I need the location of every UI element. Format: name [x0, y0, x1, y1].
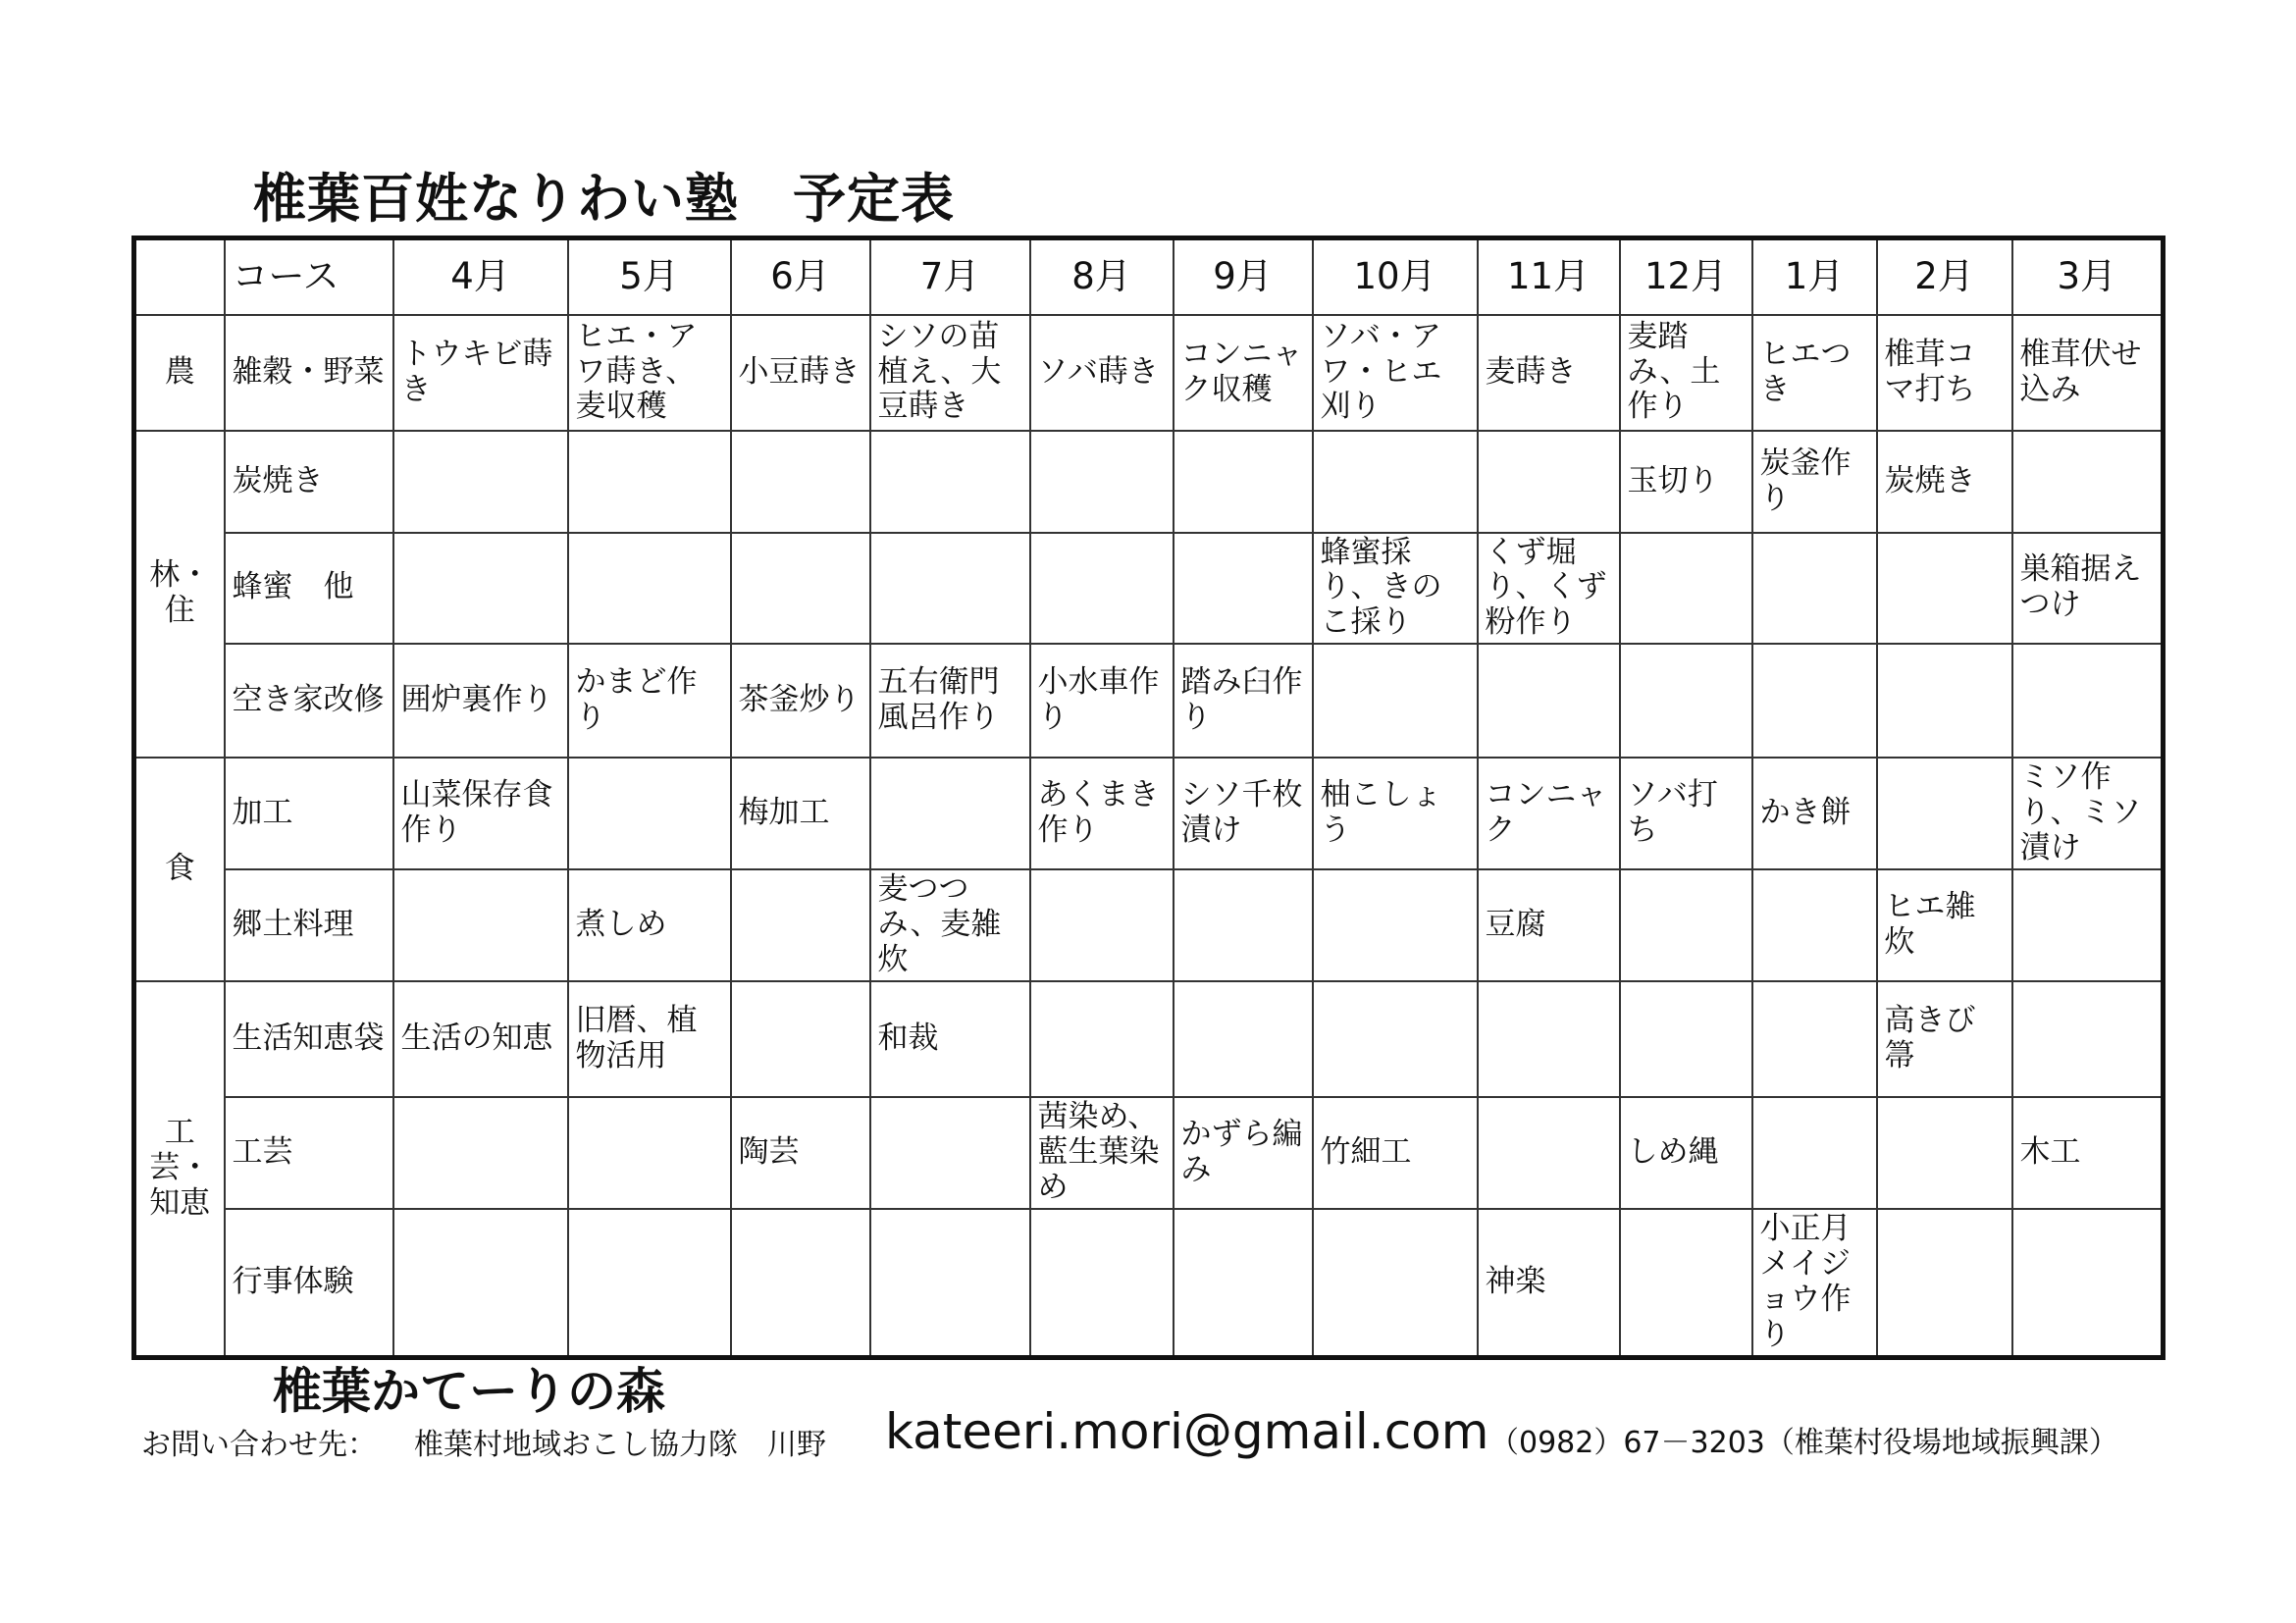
schedule-cell: 小水車作り — [1030, 644, 1174, 758]
schedule-cell — [1620, 981, 1752, 1097]
schedule-cell — [2012, 981, 2164, 1097]
course-cell: 空き家改修 — [225, 644, 393, 758]
schedule-cell — [1313, 644, 1478, 758]
schedule-cell: コンニャク収穫 — [1174, 315, 1313, 431]
month-header: 6月 — [731, 238, 870, 315]
table-row — [134, 758, 2164, 869]
schedule-cell — [1478, 644, 1620, 758]
schedule-cell — [1030, 869, 1174, 981]
schedule-cell: 煮しめ — [568, 869, 731, 981]
schedule-cell — [568, 431, 731, 533]
course-cell: 生活知恵袋 — [225, 981, 393, 1097]
schedule-cell: 小正月メイジョウ作り — [1752, 1209, 1877, 1357]
schedule-cell — [393, 1209, 568, 1357]
contact-organization: 椎葉村地域おこし協力隊 川野 — [414, 1428, 826, 1462]
schedule-cell: 梅加工 — [731, 758, 870, 869]
contact-phone: （0982）67－3203（椎葉村役場地域振興課） — [1489, 1426, 2118, 1460]
schedule-cell: トウキビ蒔き — [393, 315, 568, 431]
schedule-cell — [2012, 431, 2164, 533]
schedule-cell — [1030, 1209, 1174, 1357]
schedule-cell — [1620, 533, 1752, 645]
table-row — [134, 315, 2164, 431]
schedule-cell: ヒエ雑炊 — [1877, 869, 2012, 981]
schedule-cell: かまど作り — [568, 644, 731, 758]
course-cell: 郷土料理 — [225, 869, 393, 981]
schedule-cell — [393, 869, 568, 981]
schedule-cell: 炭焼き — [1877, 431, 2012, 533]
month-header: 4月 — [393, 238, 568, 315]
corner-cell — [134, 238, 225, 315]
category-nou: 農 — [134, 315, 225, 431]
page-title: 椎葉百姓なりわい塾 予定表 — [253, 168, 955, 230]
schedule-cell — [393, 533, 568, 645]
schedule-cell — [1877, 1209, 2012, 1357]
month-header: 7月 — [870, 238, 1030, 315]
course-cell: 雑穀・野菜 — [225, 315, 393, 431]
schedule-cell: 五右衛門風呂作り — [870, 644, 1030, 758]
schedule-cell — [568, 1209, 731, 1357]
schedule-cell — [1877, 758, 2012, 869]
schedule-cell — [1313, 1209, 1478, 1357]
schedule-cell — [1313, 869, 1478, 981]
schedule-cell — [2012, 1209, 2164, 1357]
schedule-table — [131, 236, 2166, 1360]
schedule-cell — [1174, 431, 1313, 533]
schedule-cell: 豆腐 — [1478, 869, 1620, 981]
schedule-cell — [870, 758, 1030, 869]
schedule-cell: かき餅 — [1752, 758, 1877, 869]
schedule-cell: 囲炉裏作り — [393, 644, 568, 758]
contact-email: kateeri.mori@gmail.com — [885, 1403, 1489, 1460]
schedule-cell: 蜂蜜採り、きのこ採り — [1313, 533, 1478, 645]
schedule-cell — [1174, 533, 1313, 645]
month-header: 5月 — [568, 238, 731, 315]
contact-label: お問い合わせ先： — [141, 1428, 377, 1462]
schedule-cell: 巣箱据えつけ — [2012, 533, 2164, 645]
schedule-cell: 高きび箒 — [1877, 981, 2012, 1097]
schedule-cell: 麦つつみ、麦雑炊 — [870, 869, 1030, 981]
schedule-cell: ヒエ・アワ蒔き、麦収穫 — [568, 315, 731, 431]
schedule-cell — [1478, 431, 1620, 533]
schedule-cell — [1752, 981, 1877, 1097]
course-header: コース — [225, 238, 393, 315]
schedule-cell: 椎茸伏せ込み — [2012, 315, 2164, 431]
schedule-cell: 陶芸 — [731, 1097, 870, 1209]
schedule-cell — [1877, 533, 2012, 645]
schedule-cell: くず堀り、くず粉作り — [1478, 533, 1620, 645]
schedule-cell: 玉切り — [1620, 431, 1752, 533]
schedule-cell — [1620, 1209, 1752, 1357]
schedule-cell: シソの苗植え、大豆蒔き — [870, 315, 1030, 431]
table-row — [134, 533, 2164, 645]
schedule-cell — [568, 1097, 731, 1209]
schedule-cell — [1030, 533, 1174, 645]
schedule-cell — [1877, 644, 2012, 758]
month-header: 2月 — [1877, 238, 2012, 315]
course-cell: 炭焼き — [225, 431, 393, 533]
schedule-cell: ミソ作り、ミソ漬け — [2012, 758, 2164, 869]
schedule-cell — [731, 431, 870, 533]
schedule-cell: 小豆蒔き — [731, 315, 870, 431]
category-rinju: 林・住 — [134, 431, 225, 759]
schedule-cell — [1752, 644, 1877, 758]
header-row — [134, 238, 2164, 315]
schedule-cell: 踏み臼作り — [1174, 644, 1313, 758]
category-kogei: 工芸・知恵 — [134, 981, 225, 1357]
schedule-cell — [1478, 981, 1620, 1097]
schedule-cell: 和裁 — [870, 981, 1030, 1097]
month-header: 8月 — [1030, 238, 1174, 315]
table-row — [134, 644, 2164, 758]
schedule-cell — [1752, 1097, 1877, 1209]
schedule-cell — [731, 981, 870, 1097]
schedule-cell — [1752, 533, 1877, 645]
schedule-cell — [393, 431, 568, 533]
schedule-cell — [1620, 869, 1752, 981]
schedule-cell: 旧暦、植物活用 — [568, 981, 731, 1097]
schedule-cell — [870, 1209, 1030, 1357]
schedule-cell — [731, 533, 870, 645]
schedule-cell — [1174, 1209, 1313, 1357]
schedule-cell — [2012, 869, 2164, 981]
schedule-cell: 麦踏み、土作り — [1620, 315, 1752, 431]
schedule-cell — [1313, 981, 1478, 1097]
schedule-cell — [2012, 644, 2164, 758]
table-row — [134, 1209, 2164, 1357]
course-cell: 工芸 — [225, 1097, 393, 1209]
month-header: 9月 — [1174, 238, 1313, 315]
month-header: 11月 — [1478, 238, 1620, 315]
category-shoku: 食 — [134, 758, 225, 981]
schedule-cell: ヒエつき — [1752, 315, 1877, 431]
schedule-cell — [568, 758, 731, 869]
schedule-cell: あくまき作り — [1030, 758, 1174, 869]
schedule-cell: 木工 — [2012, 1097, 2164, 1209]
schedule-cell: 茶釜炒り — [731, 644, 870, 758]
table-row — [134, 981, 2164, 1097]
schedule-cell — [870, 533, 1030, 645]
schedule-cell — [1877, 1097, 2012, 1209]
schedule-cell — [1174, 981, 1313, 1097]
schedule-cell — [1478, 1097, 1620, 1209]
schedule-cell: 茜染め、藍生葉染め — [1030, 1097, 1174, 1209]
schedule-cell — [731, 1209, 870, 1357]
organization-name: 椎葉かてーりの森 — [273, 1363, 665, 1420]
schedule-cell: 柚こしょう — [1313, 758, 1478, 869]
schedule-cell: 麦蒔き — [1478, 315, 1620, 431]
schedule-cell: 神楽 — [1478, 1209, 1620, 1357]
schedule-cell: しめ縄 — [1620, 1097, 1752, 1209]
schedule-cell — [1030, 431, 1174, 533]
schedule-cell: 生活の知恵 — [393, 981, 568, 1097]
schedule-cell: ソバ・アワ・ヒエ刈り — [1313, 315, 1478, 431]
schedule-cell — [393, 1097, 568, 1209]
course-cell: 蜂蜜 他 — [225, 533, 393, 645]
schedule-cell — [1174, 869, 1313, 981]
schedule-body — [134, 238, 2164, 1358]
schedule-cell — [1030, 981, 1174, 1097]
table-row — [134, 1097, 2164, 1209]
schedule-cell: シソ千枚漬け — [1174, 758, 1313, 869]
month-header: 3月 — [2012, 238, 2164, 315]
course-cell: 行事体験 — [225, 1209, 393, 1357]
table-row — [134, 431, 2164, 533]
schedule-cell — [1313, 431, 1478, 533]
month-header: 1月 — [1752, 238, 1877, 315]
schedule-cell — [568, 533, 731, 645]
schedule-cell: コンニャク — [1478, 758, 1620, 869]
schedule-cell: 椎茸コマ打ち — [1877, 315, 2012, 431]
month-header: 12月 — [1620, 238, 1752, 315]
schedule-cell: 竹細工 — [1313, 1097, 1478, 1209]
course-cell: 加工 — [225, 758, 393, 869]
schedule-cell — [731, 869, 870, 981]
schedule-cell — [870, 1097, 1030, 1209]
schedule-cell: 山菜保存食作り — [393, 758, 568, 869]
schedule-cell: ソバ蒔き — [1030, 315, 1174, 431]
schedule-cell: かずら編み — [1174, 1097, 1313, 1209]
schedule-cell: 炭釜作り — [1752, 431, 1877, 533]
table-row — [134, 869, 2164, 981]
schedule-cell — [870, 431, 1030, 533]
schedule-cell: ソバ打ち — [1620, 758, 1752, 869]
schedule-cell — [1752, 869, 1877, 981]
month-header: 10月 — [1313, 238, 1478, 315]
schedule-cell — [1620, 644, 1752, 758]
